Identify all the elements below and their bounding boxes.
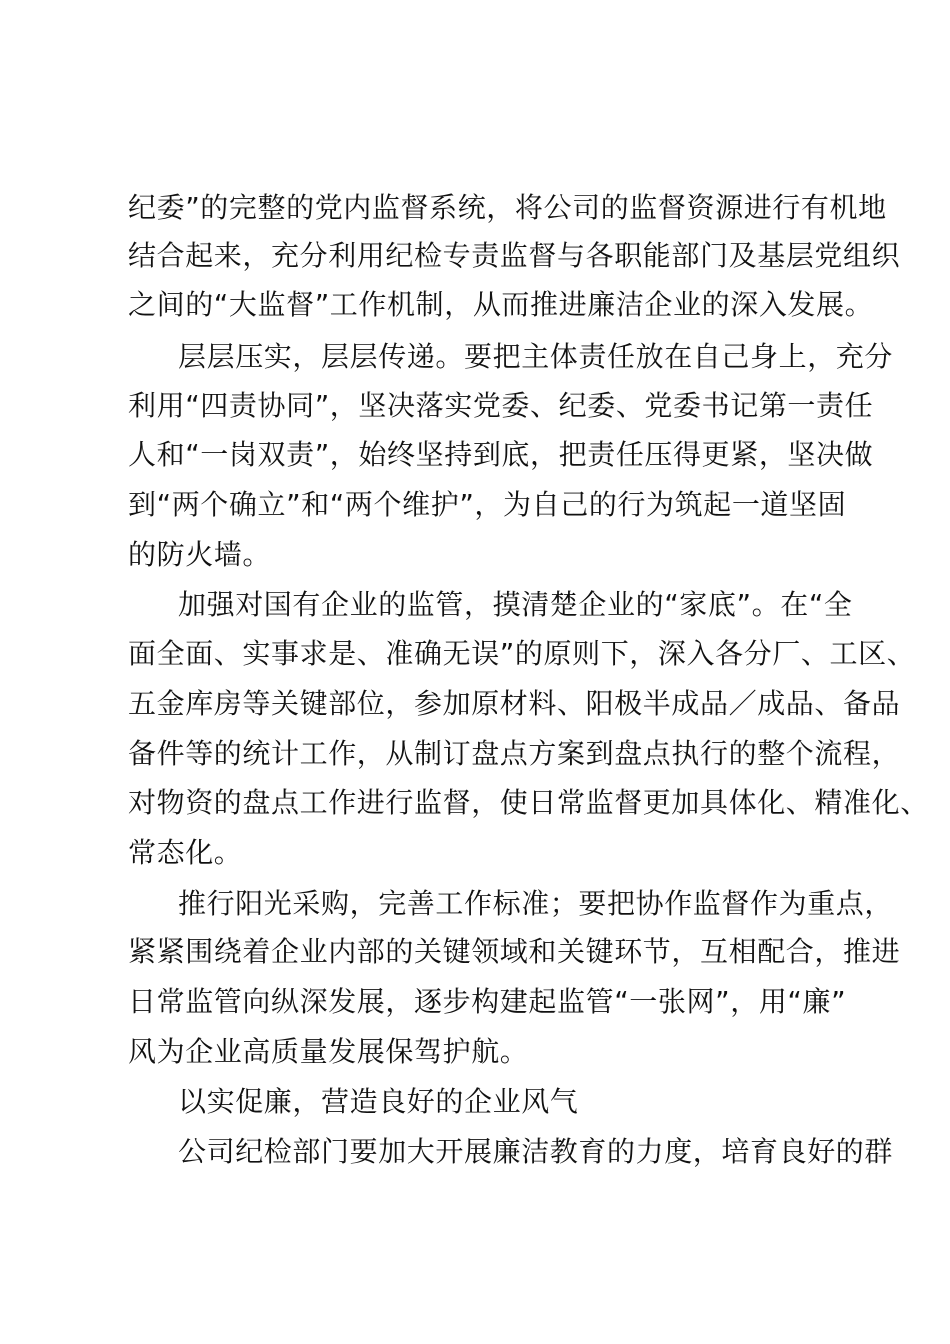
paragraph-first-line: 加强对国有企业的监管，摸清楚企业的“家底”。在“全: [178, 588, 853, 621]
text-line: 面全面、实事求是、准确无误”的原则下，深入各分厂、工区、: [128, 637, 916, 670]
text-line: 人和“一岗双责”，始终坚持到底，把责任压得更紧，坚决做: [128, 438, 874, 471]
text-line: 利用“四责协同”，坚决落实党委、纪委、党委书记第一责任: [128, 389, 874, 422]
paragraph-first-line: 层层压实，层层传递。要把主体责任放在自己身上，充分: [178, 340, 894, 373]
text-line: 之间的“大监督”工作机制，从而推进廉洁企业的深入发展。: [128, 288, 874, 321]
text-line: 日常监管向纵深发展，逐步构建起监管“一张网”，用“廉”: [128, 985, 847, 1018]
text-line: 对物资的盘点工作进行监督，使日常监督更加具体化、精准化、: [128, 786, 929, 819]
text-line: 结合起来，充分利用纪检专责监督与各职能部门及基层党组织: [128, 239, 901, 272]
text-line: 五金库房等关键部位，参加原材料、阳极半成品／成品、备品: [128, 687, 901, 720]
paragraph-first-line: 公司纪检部门要加大开展廉洁教育的力度，培育良好的群: [178, 1135, 894, 1168]
text-line: 备件等的统计工作，从制订盘点方案到盘点执行的整个流程，: [128, 737, 901, 770]
text-line: 常态化。: [128, 836, 243, 869]
section-heading: 以实促廉，营造良好的企业风气: [178, 1085, 579, 1118]
text-line: 到“两个确立”和“两个维护”，为自己的行为筑起一道坚固: [128, 488, 847, 521]
paragraph-first-line: 推行阳光采购，完善工作标准；要把协作监督作为重点，: [178, 887, 894, 920]
text-line: 的防火墙。: [128, 538, 272, 571]
text-line: 风为企业高质量发展保驾护航。: [128, 1035, 529, 1068]
text-line: 紧紧围绕着企业内部的关键领域和关键环节，互相配合，推进: [128, 935, 901, 968]
text-line: 纪委”的完整的党内监督系统，将公司的监督资源进行有机地: [128, 191, 887, 224]
